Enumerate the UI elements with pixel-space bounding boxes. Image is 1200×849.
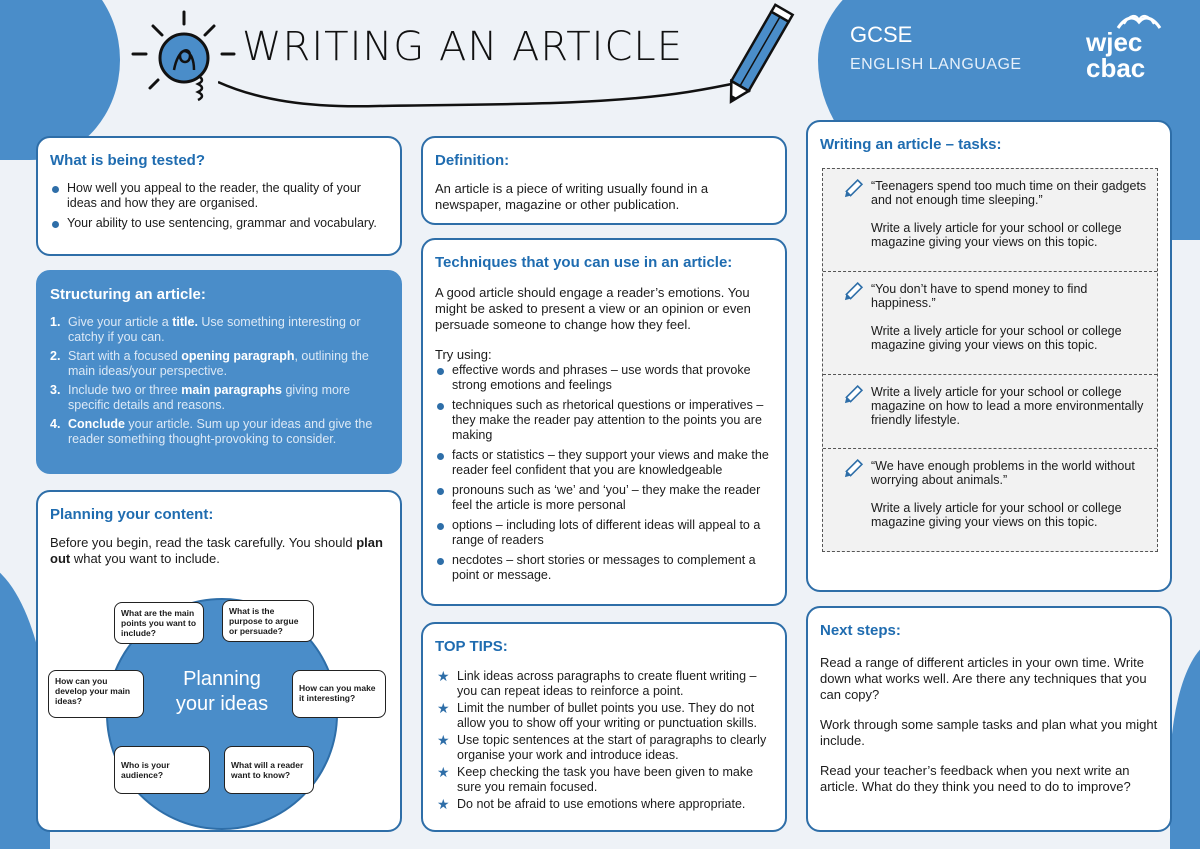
pencil-squiggle-decoration [218,0,798,120]
page-title: WRITING AN ARTICLE [242,24,683,70]
pencil-icon [841,179,863,201]
pencil-icon [841,385,863,407]
definition-text: An article is a piece of writing usually found in a newspaper, magazine or other publication. [435,181,709,212]
tasks-card [806,120,1172,592]
background-blob-bottom-right [1170,640,1200,849]
list-item: ★ Do not be afraid to use emotions where appropriate. [437,796,746,812]
bubble-reader-know: What will a reader want to know? [224,746,314,794]
list-item: 3. Include two or three main paragraphs giving more specific details and reasons. [50,383,351,412]
task-item: “You don’t have to spend money to find happiness.” Write a lively article for your school or college magazine giving your views on this topic. [823,272,1157,375]
structuring-steps [50,315,388,447]
next-steps-paragraph: Read your teacher’s feedback when you next write an article. What do they think you need to do to improve? [820,763,1131,794]
next-steps-card [806,606,1172,832]
top-tips-heading: TOP TIPS: [435,638,508,655]
bubble-interesting: How can you make it interesting? [292,670,386,718]
star-icon: ★ [437,732,450,748]
pencil-icon [841,282,863,304]
subject-label: ENGLISH LANGUAGE [850,56,1022,73]
list-item: ★ Keep checking the task you have been given to make sure you remain focused. [437,764,754,794]
bubble-develop: How can you develop your main ideas? [48,670,144,718]
list-item: effective words and phrases – use words that provoke strong emotions and feelings [435,363,773,393]
list-item: 1. Give your article a title. Use something interesting or catchy if you can. [50,315,361,344]
tested-list [50,181,388,231]
list-item: How well you appeal to the reader, the quality of your ideas and how they are organised. [50,181,388,211]
planning-heading: Planning your content: [50,506,214,523]
star-icon: ★ [437,796,450,812]
techniques-intro: A good article should engage a reader’s emotions. You might be asked to present a view or an opinion or even persuade someone to change how they feel. [435,285,751,332]
planning-card [36,490,402,832]
definition-card [421,136,787,225]
list-item: pronouns such as ‘we’ and ‘you’ – they make the reader feel the article is more personal [435,483,773,513]
list-item: 2. Start with a focused opening paragraph, outlining the main ideas/your perspective. [50,349,369,378]
tasks-box [822,168,1158,552]
list-item: facts or statistics – they support your views and make the reader feel confident that you are knowledgeable [435,448,773,478]
structuring-card [36,270,402,474]
planning-circle-title: Planning your ideas [175,668,269,715]
list-item: techniques such as rhetorical questions or imperatives – they make the reader pay attention to the points you are making [435,398,773,443]
gcse-label: GCSE [850,22,913,47]
tested-heading: What is being tested? [50,152,206,169]
star-icon: ★ [437,668,450,684]
next-steps-paragraph: Work through some sample tasks and plan what you might include. [820,717,1158,748]
top-tips-list [435,669,773,812]
list-item: necdotes – short stories or messages to complement a point or message. [435,553,773,583]
star-icon: ★ [437,764,450,780]
task-item: “Teenagers spend too much time on their gadgets and not enough time sleeping.” Write a lively article for your school or college magazine giving your views on this topic. [823,169,1157,272]
techniques-card [421,238,787,606]
tasks-heading: Writing an article – tasks: [820,136,1002,153]
list-item: options – including lots of different ideas will appeal to a range of readers [435,518,773,548]
definition-heading: Definition: [435,152,510,169]
bubble-main-points: What are the main points you want to include? [114,602,204,644]
logo-wjec-text: wjec [1086,27,1143,57]
next-steps-heading: Next steps: [820,622,901,639]
bubble-audience: Who is your audience? [114,746,210,794]
techniques-list [435,363,773,583]
tested-card [36,136,402,256]
task-item: Write a lively article for your school or college magazine on how to lead a more environmentally friendly lifestyle. [823,375,1157,449]
techniques-heading: Techniques that you can use in an article: [435,254,733,271]
pencil-icon [841,459,863,481]
planning-intro: Before you begin, read the task carefully. You should plan out what you want to include. [50,535,383,566]
list-item: ★ Limit the number of bullet points you use. They do not allow you to show off your writing or punctuation skills. [437,700,757,730]
techniques-try: Try using: [435,347,492,362]
task-item: “We have enough problems in the world without worrying about animals.” Write a lively article for your school or college magazine giving your views on this topic. [823,449,1157,552]
next-steps-paragraph: Read a range of different articles in your own time. Write down what works well. Are there any techniques that you can copy? [820,655,1147,702]
structuring-heading: Structuring an article: [50,286,206,303]
bubble-purpose: What is the purpose to argue or persuade? [222,600,314,642]
logo-cbac-text: cbac [1086,53,1146,83]
list-item: Your ability to use sentencing, grammar and vocabulary. [50,216,388,231]
star-icon: ★ [437,700,450,716]
top-tips-card [421,622,787,832]
wjec-logo [1086,10,1166,84]
list-item: 4. Conclude your article. Sum up your ideas and give the reader something thought-provoking to consider. [50,417,373,446]
list-item: ★ Use topic sentences at the start of paragraphs to clearly organise your work and introduce ideas. [437,732,767,762]
list-item: ★ Link ideas across paragraphs to create fluent writing – you can repeat ideas to reinforce a point. [437,668,757,698]
